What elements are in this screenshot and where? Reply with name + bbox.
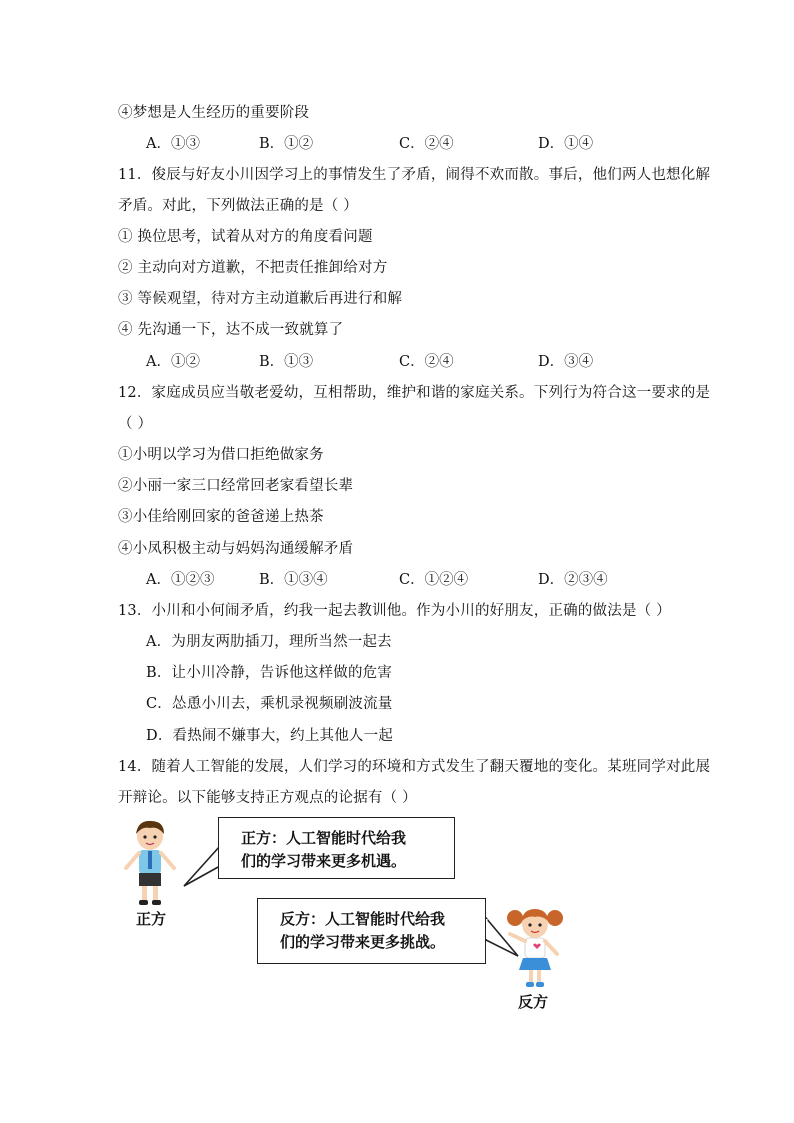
q13-option-a[interactable]: A．为朋友两肋插刀，理所当然一起去 bbox=[146, 634, 392, 650]
q11-item-2: ② 主动向对方道歉，不把责任推卸给对方 bbox=[118, 260, 388, 276]
q12-stem-line1: 12．家庭成员应当敬老爱幼，互相帮助，维护和谐的家庭关系。下列行为符合这一要求的是 bbox=[118, 385, 711, 401]
q12-options bbox=[146, 570, 746, 590]
con-speech-bubble bbox=[257, 898, 486, 964]
q11-item-3: ③ 等候观望，待对方主动道歉后再进行和解 bbox=[118, 291, 403, 307]
q12-option-b[interactable]: B．①③④ bbox=[259, 572, 328, 588]
q11-option-d[interactable]: D．③④ bbox=[538, 354, 594, 370]
pro-side-label: 正方 bbox=[136, 910, 167, 928]
q13-stem: 13．小川和小何闹矛盾，约我一起去教训他。作为小川的好朋友，正确的做法是（ ） bbox=[118, 603, 671, 619]
q10-option-d[interactable]: D．①④ bbox=[538, 136, 594, 152]
q12-item-4: ④小凤积极主动与妈妈沟通缓解矛盾 bbox=[118, 541, 354, 557]
q13-option-d[interactable]: D．看热闹不嫌事大，约上其他人一起 bbox=[146, 728, 394, 744]
q12-option-a[interactable]: A．①②③ bbox=[146, 572, 215, 588]
pro-bubble-line2: 们的学习带来更多机遇。 bbox=[241, 852, 407, 870]
q10-option-a[interactable]: A．①③ bbox=[146, 136, 200, 152]
q13-option-b[interactable]: B．让小川冷静，告诉他这样做的危害 bbox=[146, 665, 393, 681]
q10-option-c[interactable]: C．②④ bbox=[399, 136, 454, 152]
q11-stem-line1: 11．俊辰与好友小川因学习上的事情发生了矛盾，闹得不欢而散。事后，他们两人也想化解 bbox=[118, 167, 711, 183]
q14-stem-line2: 开辩论。以下能够支持正方观点的论据有（ ） bbox=[118, 790, 417, 806]
q11-item-4: ④ 先沟通一下，达不成一致就算了 bbox=[118, 322, 344, 338]
q10-option-b[interactable]: B．①② bbox=[259, 136, 314, 152]
con-side-label: 反方 bbox=[518, 993, 549, 1011]
q12-item-1: ①小明以学习为借口拒绝做家务 bbox=[118, 447, 324, 463]
q11-options bbox=[146, 352, 746, 372]
girl-student-illustration bbox=[502, 904, 568, 990]
con-bubble-line2: 们的学习带来更多挑战。 bbox=[280, 933, 446, 951]
q10-options bbox=[146, 134, 746, 154]
q11-option-b[interactable]: B．①③ bbox=[259, 354, 314, 370]
q13-option-c[interactable]: C．怂恿小川去，乘机录视频刷波流量 bbox=[146, 696, 393, 712]
q14-stem-line1: 14．随着人工智能的发展，人们学习的环境和方式发生了翻天覆地的变化。某班同学对此展 bbox=[118, 759, 711, 775]
q12-item-3: ③小佳给刚回家的爸爸递上热茶 bbox=[118, 509, 324, 525]
pro-bubble-line1: 正方：人工智能时代给我 bbox=[241, 829, 407, 847]
q10-item-4: ④梦想是人生经历的重要阶段 bbox=[118, 105, 310, 121]
q11-option-a[interactable]: A．①② bbox=[146, 354, 200, 370]
q11-option-c[interactable]: C．②④ bbox=[399, 354, 454, 370]
q12-option-c[interactable]: C．①②④ bbox=[399, 572, 469, 588]
con-bubble-line1: 反方：人工智能时代给我 bbox=[280, 910, 446, 928]
pro-speech-bubble bbox=[218, 817, 455, 879]
q12-stem-line2: （ ） bbox=[118, 416, 153, 432]
boy-student-illustration bbox=[118, 816, 182, 908]
q11-item-1: ① 换位思考，试着从对方的角度看问题 bbox=[118, 229, 373, 245]
q11-stem-line2: 矛盾。对此，下列做法正确的是（ ） bbox=[118, 198, 359, 214]
q12-option-d[interactable]: D．②③④ bbox=[538, 572, 608, 588]
q12-item-2: ②小丽一家三口经常回老家看望长辈 bbox=[118, 478, 354, 494]
